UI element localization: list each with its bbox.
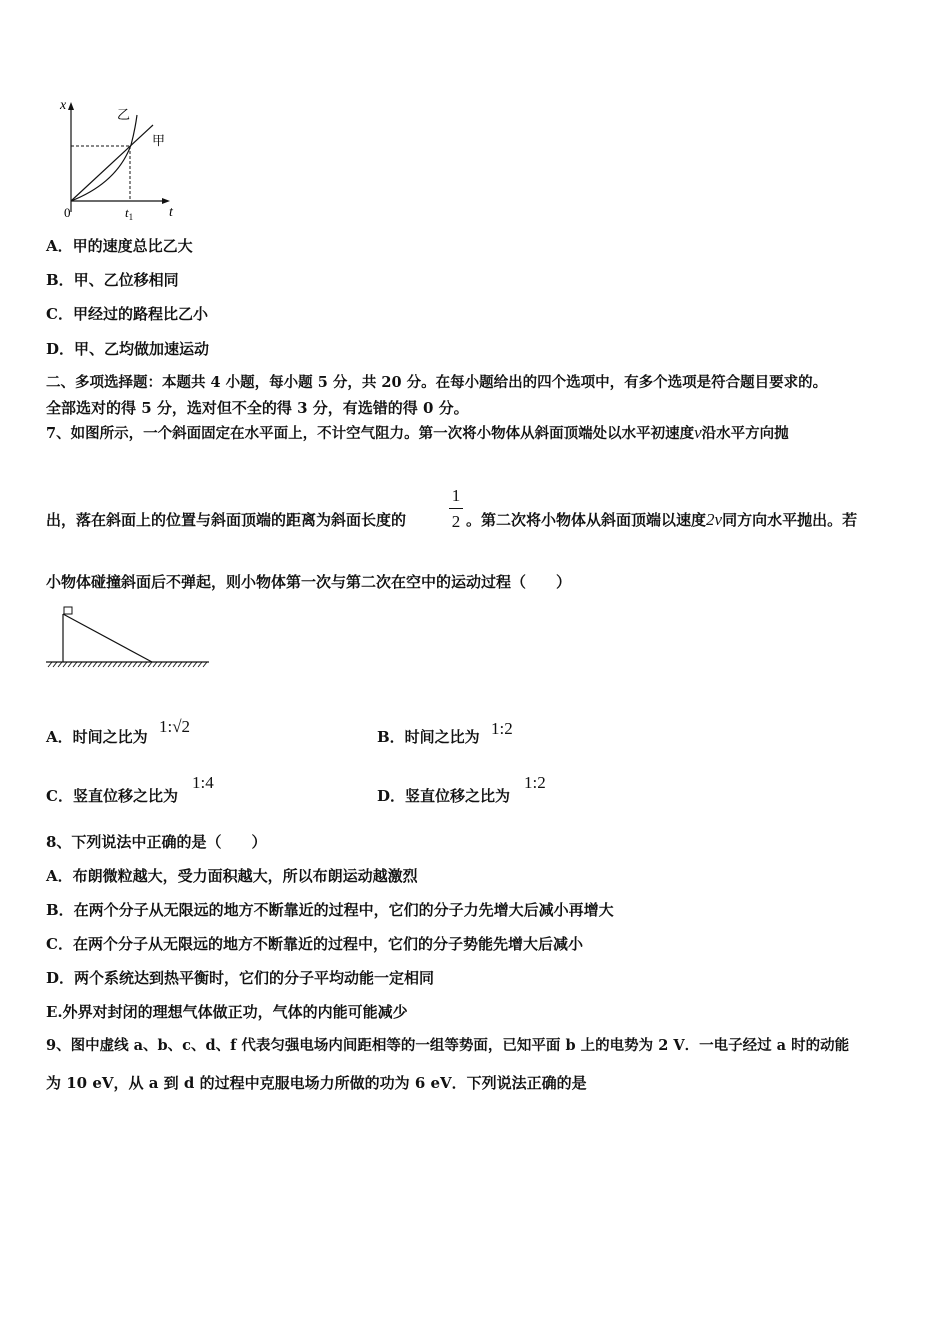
- q7-option-a-math: 1:√2: [159, 717, 191, 736]
- ground-hatching: [48, 662, 207, 667]
- small-object: [64, 607, 72, 614]
- q7-var-v: v: [694, 423, 702, 442]
- curve-yi-label: 乙: [117, 107, 131, 122]
- q7-option-d-math: 1:2: [524, 773, 546, 792]
- q7-option-d-label: D．竖直位移之比为: [377, 787, 511, 805]
- q7-stem-line2-right: [466, 510, 857, 530]
- q7-var-2v: 2v: [706, 510, 723, 529]
- origin-label: 0: [64, 205, 71, 220]
- q8-stem: 8、下列说法中正确的是（ ）: [46, 833, 267, 851]
- q7-option-b-math: 1:2: [491, 719, 513, 738]
- q7-line1-prefix: 7、如图所示，一个斜面固定在水平面上，不计空气阻力。第一次将小物体从斜面顶端处以水平初速度: [46, 425, 695, 442]
- incline-slope: [63, 614, 152, 662]
- q7-option-c-math: 1:4: [192, 773, 214, 792]
- t1-letter: t: [125, 205, 129, 220]
- q6-option-d: D．甲、乙均做加速运动: [46, 340, 210, 358]
- line-jia-label: 甲: [152, 133, 166, 148]
- t-axis-label: t: [169, 205, 173, 220]
- q7-option-a-label: A．时间之比为: [46, 728, 148, 746]
- q7-option-c-label: C．竖直位移之比为: [46, 787, 178, 805]
- xt-graph: [55, 95, 185, 225]
- q6-option-c: C．甲经过的路程比乙小: [46, 305, 208, 323]
- q8-option-e: E.外界对封闭的理想气体做正功，气体的内能可能减少: [46, 1003, 408, 1021]
- q7-option-b-label: B．时间之比为: [377, 728, 480, 746]
- t1-label: [125, 205, 133, 222]
- q7-line2-suffix: 同方向水平抛出。若: [722, 511, 858, 529]
- x-axis-arrowhead: [68, 102, 74, 110]
- t-axis-arrowhead: [162, 198, 170, 204]
- q9-stem-line1: 9、图中虚线 a、b、c、d、f 代表匀强电场内间距相等的一组等势面，已知平面 b 上的电势为 2 V．一电子经过 a 时的动能: [46, 1037, 850, 1054]
- q7-fraction-bar: [449, 508, 463, 509]
- line-jia: [71, 125, 153, 201]
- q7-line2-mid: 。第二次将小物体从斜面顶端以速度: [466, 511, 707, 529]
- q7-stem-line2-left: 出，落在斜面上的位置与斜面顶端的距离为斜面长度的: [46, 511, 407, 529]
- t1-subscript: 1: [128, 212, 134, 222]
- curve-yi: [71, 115, 137, 201]
- q7-stem-line1: [46, 423, 789, 444]
- q7-line1-suffix: 沿水平方向抛: [701, 425, 789, 442]
- section2-heading-line2: 全部选对的得 5 分，选对但不全的得 3 分，有选错的得 0 分。: [46, 399, 469, 417]
- q7-fraction-numerator: 1: [451, 486, 461, 505]
- q8-option-d: D．两个系统达到热平衡时，它们的分子平均动能一定相同: [46, 969, 435, 987]
- incline-figure: [44, 600, 214, 675]
- q7-stem-line3: 小物体碰撞斜面后不弹起，则小物体第一次与第二次在空中的运动过程（ ）: [46, 573, 572, 591]
- q7-fraction-denominator: 2: [451, 512, 461, 531]
- section2-heading-line1: 二、多项选择题：本题共 4 小题，每小题 5 分，共 20 分。在每小题给出的四个选项中，有多个选项是符合题目要求的。: [46, 374, 828, 391]
- q8-option-b: B．在两个分子从无限远的地方不断靠近的过程中，它们的分子力先增大后减小再增大: [46, 901, 614, 919]
- q9-stem-line2: 为 10 eV，从 a 到 d 的过程中克服电场力所做的功为 6 eV．下列说法正确的是: [46, 1074, 587, 1092]
- q8-option-c: C．在两个分子从无限远的地方不断靠近的过程中，它们的分子势能先增大后减小: [46, 935, 583, 953]
- x-axis-label: x: [60, 98, 67, 113]
- q6-option-a: A．甲的速度总比乙大: [46, 237, 193, 255]
- q6-option-b: B．甲、乙位移相同: [46, 271, 179, 289]
- q8-option-a: A．布朗微粒越大，受力面积越大，所以布朗运动越激烈: [46, 867, 418, 885]
